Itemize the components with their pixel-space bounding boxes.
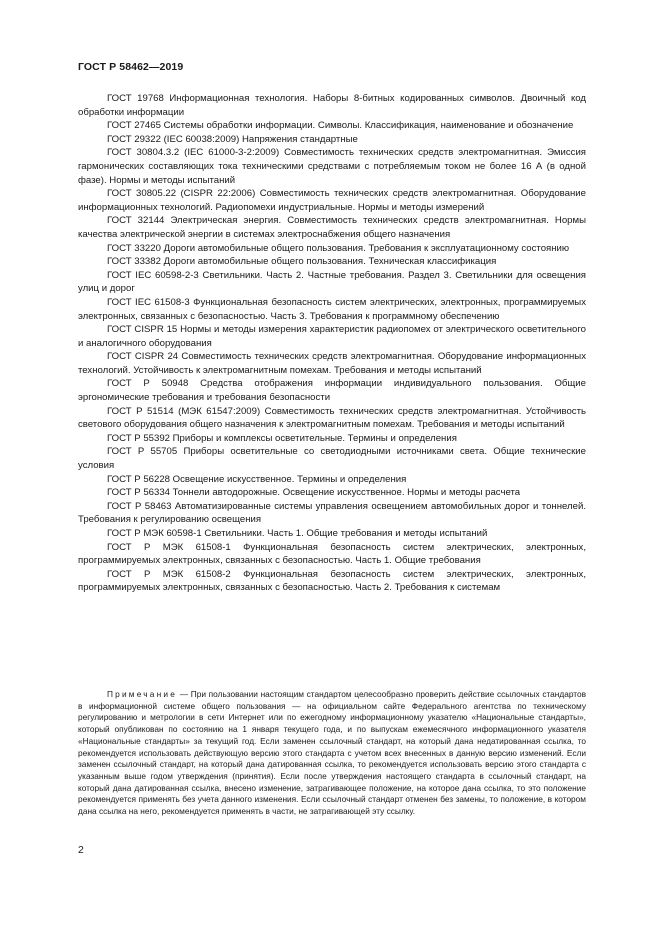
reference-item: ГОСТ Р 55392 Приборы и комплексы осветительные. Термины и определения bbox=[107, 432, 457, 444]
reference-item: ГОСТ 32144 Электрическая энергия. Совместимость технических средств электромагнитная. Нормы качества электрической энергии в системах электроснабжения общего назначения bbox=[78, 215, 586, 240]
reference-item: ГОСТ 33220 Дороги автомобильные общего пользования. Требования к эксплуатационному состоянию bbox=[107, 242, 570, 254]
reference-item: ГОСТ Р МЭК 60598-1 Светильники. Часть 1. Общие требования и методы испытаний bbox=[107, 528, 488, 539]
page-header: ГОСТ Р 58462—2019 bbox=[78, 61, 184, 73]
reference-item: ГОСТ Р 50948 Средства отображения информации индивидуального пользования. Общие эргономические требования и требования безопасности bbox=[78, 378, 586, 404]
normative-references-list bbox=[78, 92, 586, 595]
reference-item: ГОСТ Р МЭК 61508-1 Функциональная безопасность систем электрических, электронных, программируемых электронных, связанных с безопасностью. Часть 1. Общие требования bbox=[78, 541, 586, 567]
reference-item: ГОСТ Р 58463 Автоматизированные системы управления освещением автомобильных дорог и тоннелей. Требования к регулированию освещения bbox=[78, 500, 586, 526]
reference-item: ГОСТ IEC 61508-3 Функциональная безопасность систем электрических, электронных, программируемых электронных, связанных с безопасностью. Часть 3. Требования к программному обеспечению bbox=[78, 296, 586, 322]
reference-item: ГОСТ CISPR 15 Нормы и методы измерения характеристик радиопомех от электрического осветительного и аналогичного оборудования bbox=[78, 324, 586, 349]
reference-item: ГОСТ 27465 Системы обработки информации. Символы. Классификация, наименование и обозначение bbox=[107, 120, 574, 132]
note-label: Примечание bbox=[107, 689, 178, 699]
reference-item: ГОСТ Р 51514 (МЭК 61547:2009) Совместимость технических средств электромагнитная. Устойчивость светового оборудования общего назначения к электромагнитным помехам. Требования и методы испытаний bbox=[78, 405, 586, 431]
reference-item: ГОСТ 30804.3.2 (IEC 61000-3-2:2009) Совместимость технических средств электромагнитная. Эмиссия гармонических составляющих тока техническими средствами с потребляемым током не более 16 А (в одной фазе). Нормы и методы испытаний bbox=[78, 147, 586, 186]
note-paragraph bbox=[78, 689, 586, 818]
note-text: — При пользовании настоящим стандартом целесообразно проверить действие ссылочных стандартов в информационной системе общего пользования — на официальном сайте Федерального агентства по техническому регулированию и метрологии в сети Интернет или по ежегодному информационному указателю «Национальные стандарты», который опубликован по состоянию на 1 января текущего года, и по выпускам ежемесячного информационного указателя «Национальные стандарты» за текущий год. Если заменен ссылочный стандарт, на который дана недатированная ссылка, то рекомендуется использовать действующую версию этого стандарта с учетом всех внесенных в данную версию изменений. Если заменен ссылочный стандарт, на который дана датированная ссылка, то рекомендуется использовать версию этого стандарта с указанным выше годом утверждения (принятия). Если после утверждения настоящего стандарта в ссылочный стандарт, на который дана датированная ссылка, внесено изменение, затрагивающее положение, на которое дана ссылка, то это положение рекомендуется применять без учета данного изменения. Если ссылочный стандарт отменен без замены, то положение, в котором дана ссылка на него, рекомендуется применять в части, не затрагивающей эту ссылку. bbox=[78, 689, 586, 817]
reference-item: ГОСТ 29322 (IEC 60038:2009) Напряжения стандартные bbox=[107, 133, 358, 145]
reference-item: ГОСТ 30805.22 (CISPR 22:2006) Совместимость технических средств электромагнитная. Оборудование информационных технологий. Радиопомехи индустриальные. Нормы и методы измерений bbox=[78, 188, 586, 213]
page-number: 2 bbox=[78, 844, 84, 856]
reference-item: ГОСТ Р 55705 Приборы осветительные со светодиодными источниками света. Общие технические условия bbox=[78, 446, 586, 472]
reference-item: ГОСТ Р 56334 Тоннели автодорожные. Освещение искусственное. Нормы и методы расчета bbox=[107, 487, 521, 499]
reference-item: ГОСТ CISPR 24 Совместимость технических средств электромагнитная. Оборудование информационных технологий. Устойчивость к электромагнитным помехам. Требования и методы испытаний bbox=[78, 351, 586, 376]
reference-item: ГОСТ Р 56228 Освещение искусственное. Термины и определения bbox=[107, 473, 407, 485]
reference-item: ГОСТ 19768 Информационная технология. Наборы 8-битных кодированных символов. Двоичный код обработки информации bbox=[78, 93, 586, 118]
reference-item: ГОСТ 33382 Дороги автомобильные общего пользования. Техническая классификация bbox=[107, 256, 497, 268]
reference-item: ГОСТ Р МЭК 61508-2 Функциональная безопасность систем электрических, электронных, программируемых электронных, связанных с безопасностью. Часть 2. Требования к системам bbox=[78, 568, 586, 594]
reference-item: ГОСТ IEC 60598-2-3 Светильники. Часть 2. Частные требования. Раздел 3. Светильники для освещения улиц и дорог bbox=[78, 269, 586, 295]
